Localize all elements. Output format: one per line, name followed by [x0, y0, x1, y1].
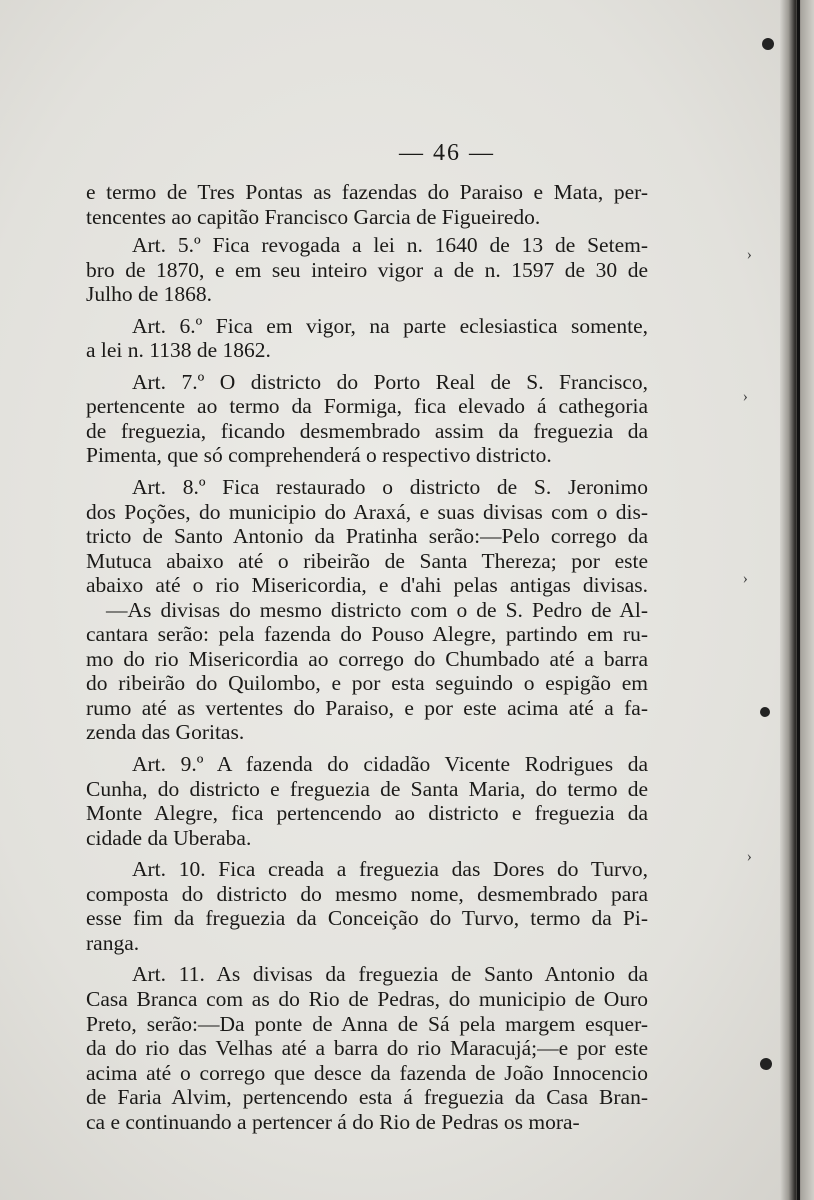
- punch-hole-mark: [762, 38, 774, 50]
- text-line: Monte Alegre, fica pertencendo ao districto e freguezia da: [86, 801, 648, 826]
- text-line: Art. 10. Fica creada a freguezia das Dores do Turvo,: [132, 857, 648, 882]
- text-line: Art. 8.º Fica restaurado o districto de S. Jeronimo: [132, 475, 648, 500]
- paragraph: [86, 475, 648, 745]
- paragraph: [86, 314, 648, 363]
- text-line: Julho de 1868.: [86, 282, 213, 307]
- text-line: Pimenta, que só comprehenderá o respectivo districto.: [86, 443, 552, 468]
- text-line: esse fim da freguezia da Conceição do Turvo, termo da Pi-: [86, 906, 648, 931]
- text-line: e termo de Tres Pontas as fazendas do Paraiso e Mata, per-: [86, 180, 648, 204]
- text-line: ranga.: [86, 930, 140, 955]
- text-line: Art. 7.º O districto do Porto Real de S. Francisco,: [132, 369, 648, 394]
- binding-line: [797, 0, 800, 1200]
- margin-mark: ›: [746, 246, 752, 263]
- text-line: composta do districto do mesmo nome, desmembrado para: [86, 881, 648, 906]
- text-line: Art. 5.º Fica revogada a lei n. 1640 de 13 de Setem-: [132, 233, 648, 258]
- text-line: acima até o corrego que desce da fazenda de João Innocencio: [86, 1060, 648, 1085]
- punch-hole-mark: [760, 707, 770, 717]
- paragraph: [86, 180, 648, 229]
- text-line: do ribeirão do Quilombo, e por esta seguindo o espigão em: [86, 671, 648, 696]
- text-line: zenda das Goritas.: [86, 720, 245, 745]
- punch-hole-mark: [760, 1058, 772, 1070]
- text-line: mo do rio Misericordia ao corrego do Chumbado até a barra: [86, 646, 648, 671]
- text-line: abaixo até o rio Misericordia, e d'ahi pelas antigas divisas.: [86, 573, 648, 598]
- text-line: Preto, serão:—Da ponte de Anna de Sá pela margem esquer-: [86, 1011, 648, 1036]
- text-line: Mutuca abaixo até o ribeirão de Santa Thereza; por este: [86, 548, 648, 573]
- text-line: de Faria Alvim, pertencendo esta á freguezia da Casa Bran-: [86, 1085, 648, 1110]
- margin-mark: ›: [742, 570, 748, 587]
- text-line: tencentes ao capitão Francisco Garcia de Figueiredo.: [86, 204, 541, 229]
- text-line: —As divisas do mesmo districto com o de S. Pedro de Al-: [106, 597, 648, 622]
- text-line: dos Poções, do municipio do Araxá, e suas divisas com o dis-: [86, 499, 648, 524]
- text-line: ca e continuando a pertencer á do Rio de Pedras os mora-: [86, 1109, 580, 1134]
- text-line: bro de 1870, e em seu inteiro vigor a de n. 1597 de 30 de: [86, 257, 648, 282]
- text-line: tricto de Santo Antonio da Pratinha serão:—Pelo corrego da: [86, 524, 648, 549]
- text-line: cidade da Uberaba.: [86, 825, 252, 850]
- text-line: Casa Branca com as do Rio de Pedras, do municipio de Ouro: [86, 986, 648, 1011]
- margin-mark: ›: [742, 388, 748, 405]
- text-line: Art. 11. As divisas da freguezia de Santo Antonio da: [132, 962, 648, 987]
- text-line: da do rio das Velhas até a barra do rio Maracujá;—e por este: [86, 1036, 648, 1061]
- margin-mark: ›: [746, 848, 752, 865]
- paragraph: [86, 962, 648, 1134]
- paragraph: [86, 857, 648, 955]
- text-line: rumo até as vertentes do Paraiso, e por este acima até a fa-: [86, 695, 648, 720]
- paragraph: [86, 370, 648, 468]
- paragraph: [86, 233, 648, 307]
- text-line: pertencente ao termo da Formiga, fica elevado á cathegoria: [86, 394, 648, 419]
- document-body: [86, 180, 648, 1141]
- text-line: Cunha, do districto e freguezia de Santa Maria, do termo de: [86, 776, 648, 801]
- text-line: Art. 9.º A fazenda do cidadão Vicente Rodrigues da: [132, 752, 648, 777]
- text-line: Art. 6.º Fica em vigor, na parte eclesiastica somente,: [132, 313, 648, 338]
- page-number: — 46 —: [399, 140, 495, 166]
- text-line: a lei n. 1138 de 1862.: [86, 338, 271, 363]
- paragraph: [86, 752, 648, 850]
- text-line: cantara serão: pela fazenda do Pouso Alegre, partindo em ru-: [86, 622, 648, 647]
- text-line: de freguezia, ficando desmembrado assim da freguezia da: [86, 418, 648, 443]
